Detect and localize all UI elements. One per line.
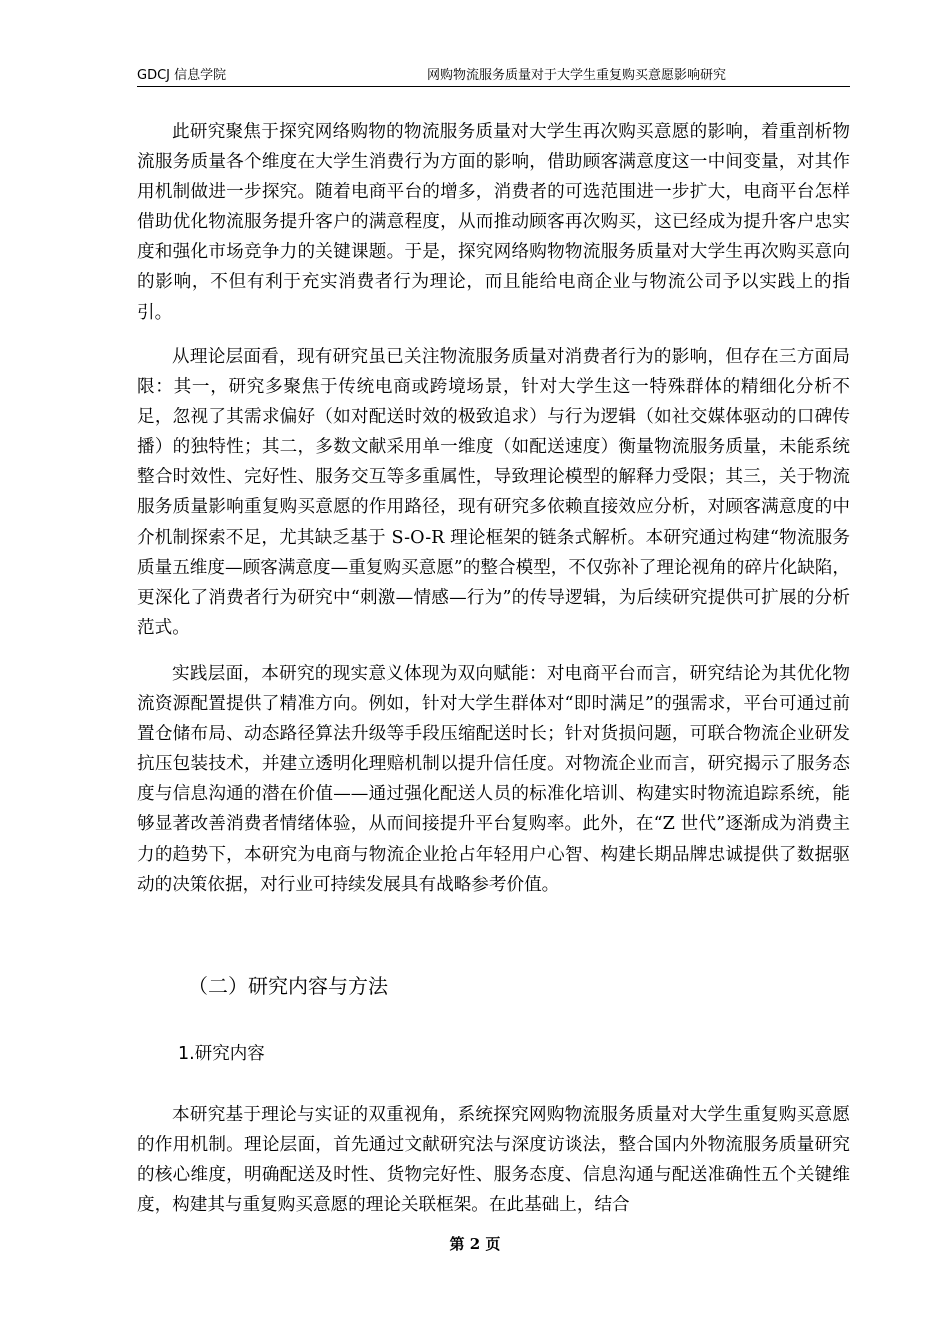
paragraph-theory-level: 从理论层面看，现有研究虽已关注物流服务质量对消费者行为的影响，但存在三方面局限：其一，研究多聚焦于传统电商或跨境场景，针对大学生这一特殊群体的精细化分析不足，忽视了其需求偏好（如对配送时效的极致追求）与行为逻辑（如社交媒体驱动的口碑传播）的独特性；其二，多数文献采用单一维度（如配送速度）衡量物流服务质量，未能系统整合时效性、完好性、服务交互等多重属性，导致理论模型的解释力受限；其三，关于物流服务质量影响重复购买意愿的作用路径，现有研究多依赖直接效应分析，对顾客满意度的中介机制探索不足，尤其缺乏基于 S-O-R 理论框架的链条式解析。本研究通过构建“物流服务质量五维度—顾客满意度—重复购买意愿”的整合模型，不仅弥补了理论视角的碎片化缺陷，更深化了消费者行为研究中“刺激—情感—行为”的传导逻辑，为后续研究提供可扩展的分析范式。: [137, 347, 850, 638]
paragraph-research-focus: 此研究聚焦于探究网络购物的物流服务质量对大学生再次购买意愿的影响，着重剖析物流服务质量各个维度在大学生消费行为方面的影响，借助顾客满意度这一中间变量，对其作用机制做进一步探究。随着电商平台的增多，消费者的可选范围进一步扩大，电商平台怎样借助优化物流服务提升客户的满意程度，从而推动顾客再次购买，这已经成为提升客户忠实度和强化市场竞争力的关键课题。于是，探究网络购物物流服务质量对大学生再次购买意向的影响，不但有利于充实消费者行为理论，而且能给电商企业与物流公司予以实践上的指引。: [137, 122, 850, 323]
subsection-title: 1.研究内容: [178, 1044, 265, 1064]
header-school-name: GDCJ 信息学院: [137, 68, 227, 83]
paragraph-practice-level: 实践层面，本研究的现实意义体现为双向赋能：对电商平台而言，研究结论为其优化物流资源配置提供了精准方向。例如，针对大学生群体对“即时满足”的强需求，平台可通过前置仓储布局、动态路径算法升级等手段压缩配送时长；针对货损问题，可联合物流企业研发抗压包装技术，并建立透明化理赔机制以提升信任度。对物流企业而言，研究揭示了服务态度与信息沟通的潜在价值——通过强化配送人员的标准化培训、构建实时物流追踪系统，能够显著改善消费者情绪体验，从而间接提升平台复购率。此外，在“Z 世代”逐渐成为消费主力的趋势下，本研究为电商与物流企业抢占年轻用户心智、构建长期品牌忠诚提供了数据驱动的决策依据，对行业可持续发展具有战略参考价值。: [137, 664, 850, 895]
page-header: [137, 66, 850, 87]
page-number: 第 2 页: [449, 1235, 501, 1253]
header-paper-title: 网购物流服务质量对于大学生重复购买意愿影响研究: [427, 68, 727, 83]
section-title: （二）研究内容与方法: [188, 974, 388, 998]
paragraph-research-content: 本研究基于理论与实证的双重视角，系统探究网购物流服务质量对大学生重复购买意愿的作用机制。理论层面，首先通过文献研究法与深度访谈法，整合国内外物流服务质量研究的核心维度，明确配送及时性、货物完好性、服务态度、信息沟通与配送准确性五个关键维度，构建其与重复购买意愿的理论关联框架。在此基础上，结合: [137, 1105, 850, 1216]
